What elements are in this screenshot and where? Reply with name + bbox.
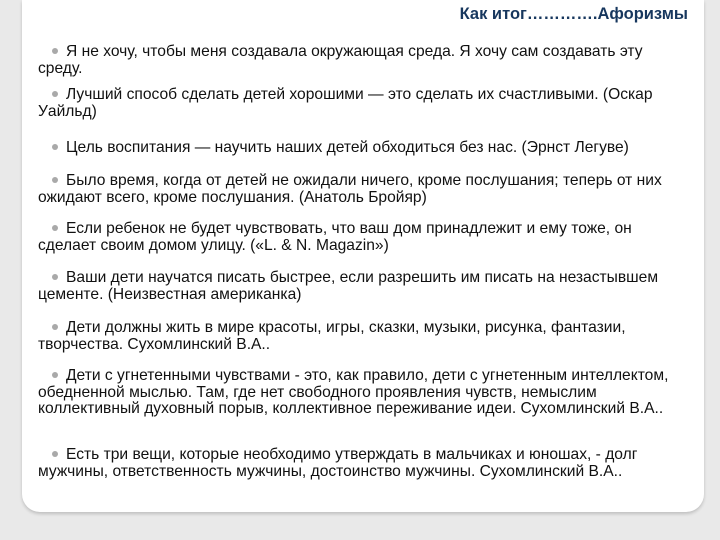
slide bbox=[22, 0, 704, 512]
aphorism-item bbox=[38, 140, 690, 157]
bullet-icon bbox=[52, 48, 58, 54]
aphorism-item bbox=[38, 270, 690, 303]
bullet-icon bbox=[52, 324, 58, 330]
slide-title: Как итог………….Афоризмы bbox=[459, 5, 688, 23]
aphorism-text: Дети должны жить в мире красоты, игры, сказки, музыки, рисунка, фантазии, творчества. Сухомлинский В.А.. bbox=[38, 319, 626, 353]
bullet-icon bbox=[52, 144, 58, 150]
aphorism-text: Цель воспитания — научить наших детей обходиться без нас. (Эрнст Легуве) bbox=[66, 139, 629, 156]
bullet-icon bbox=[52, 372, 58, 378]
aphorism-item bbox=[38, 173, 690, 206]
aphorism-item bbox=[38, 368, 690, 418]
aphorism-item bbox=[38, 447, 690, 480]
aphorism-item bbox=[38, 221, 690, 254]
aphorism-item bbox=[38, 320, 690, 353]
aphorism-item bbox=[38, 44, 690, 77]
bullet-icon bbox=[52, 451, 58, 457]
aphorism-item bbox=[38, 87, 690, 120]
aphorism-text: Есть три вещи, которые необходимо утверждать в мальчиках и юношах, - долг мужчины, ответственность мужчины, достоинство мужчины. Сухомлинский В.А.. bbox=[38, 446, 638, 480]
aphorism-text: Если ребенок не будет чувствовать, что ваш дом принадлежит и ему тоже, он сделает своим домом улицу. («L. & N. Magazin») bbox=[38, 220, 632, 254]
bullet-icon bbox=[52, 177, 58, 183]
aphorism-text: Лучший способ сделать детей хорошими — это сделать их счастливыми. (Оскар Уайльд) bbox=[38, 86, 653, 120]
bullet-icon bbox=[52, 274, 58, 280]
bullet-icon bbox=[52, 225, 58, 231]
aphorism-text: Было время, когда от детей не ожидали ничего, кроме послушания; теперь от них ожидают всего, кроме послушания. (Анатоль Бройяр) bbox=[38, 172, 662, 206]
bullet-icon bbox=[52, 91, 58, 97]
aphorism-text: Ваши дети научатся писать быстрее, если разрешить им писать на незастывшем цементе. (Неизвестная американка) bbox=[38, 269, 659, 303]
aphorism-text: Я не хочу, чтобы меня создавала окружающая среда. Я хочу сам создавать эту среду. bbox=[38, 43, 643, 77]
aphorism-text: Дети с угнетенными чувствами - это, как правило, дети с угнетенным интеллектом, обедненной мыслью. Там, где нет свободного проявления чувств, немыслим коллективный духовный порыв, коллективное переживание идеи. Сухомлинский В.А.. bbox=[38, 367, 669, 417]
